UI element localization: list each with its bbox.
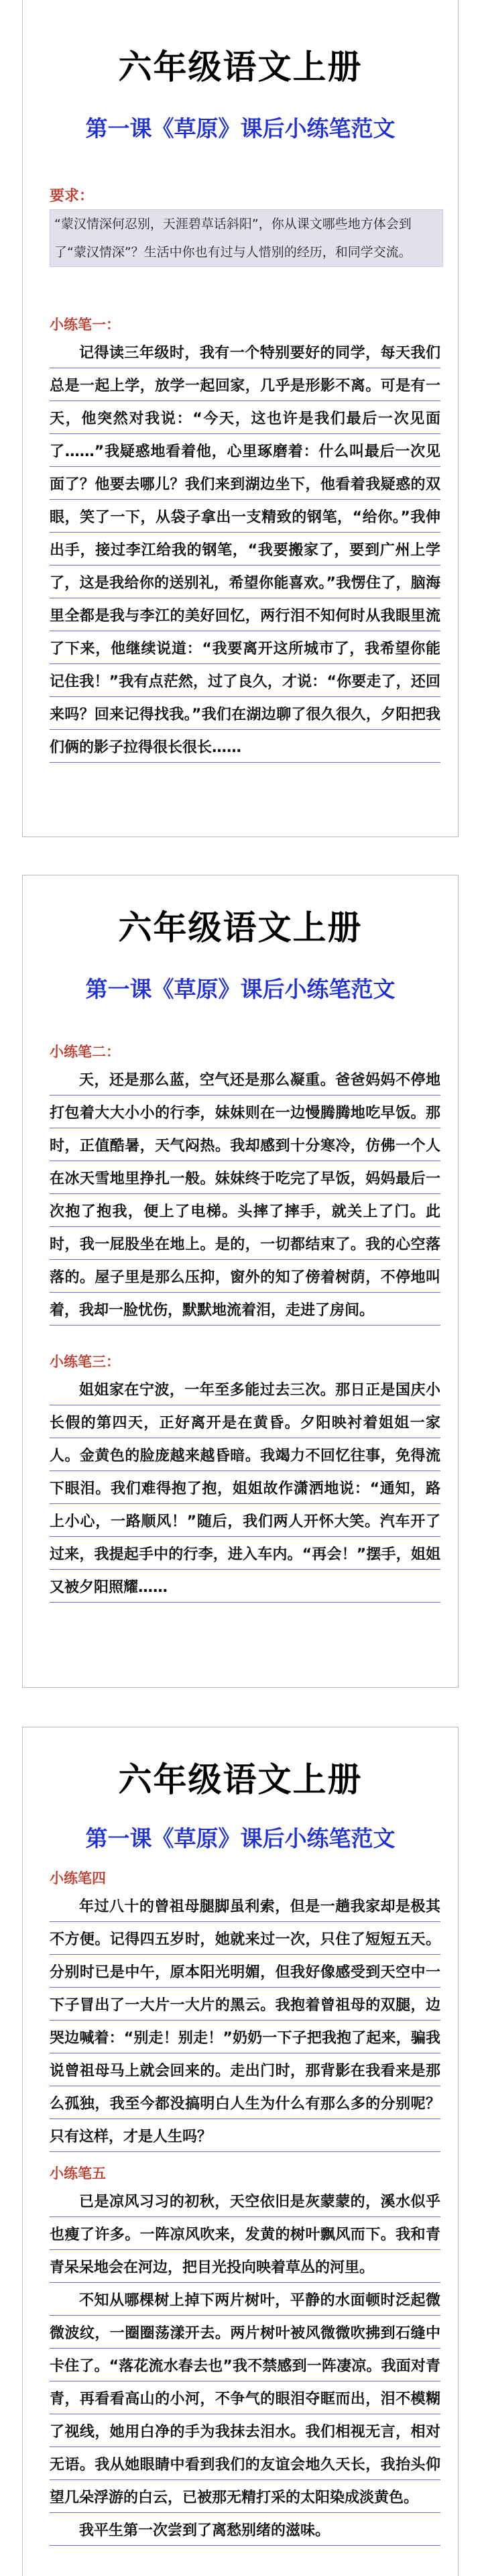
page-title: 六年级语文上册 <box>118 47 363 87</box>
essay-paragraph: 已是凉风习习的初秋，天空依旧是灰蒙蒙的，溪水似乎也瘦了许多。一阵凉风吹来，发黄的树叶飘风而下。我和青青呆呆地会在河边，把目光投向映着草丛的河里。 <box>50 2194 440 2276</box>
page-title: 六年级语文上册 <box>118 908 363 947</box>
essay-paragraph: 我平生第一次尝到了离愁别绪的滋味。 <box>79 2522 330 2539</box>
section-label: 小练笔四 <box>50 1870 106 1886</box>
page-subtitle: 第一课《草原》课后小练笔范文 <box>85 976 396 1002</box>
section-label: 小练笔二： <box>50 1044 120 1060</box>
document-page-1 <box>22 0 459 837</box>
essay-body <box>50 337 440 764</box>
essay-paragraph: 姐姐家在宁波，一年至多能过去三次。那日正是国庆小长假的第四天，正好离开是在黄昏。夕阳映衬着姐姐一家人。金黄色的脸庞越来越昏暗。我竭力不回忆往事，免得流下眼泪。我们难得抱了抱，姐姐故作潇洒地说：“通知，路上小心，一路顺风！”随后，我们两人开怀大笑。汽车开了过来，我提起手中的行李，进入车内。“再会！”摆手，姐姐又被夕阳照耀…… <box>50 1382 440 1596</box>
section-label: 小练笔一： <box>50 317 120 333</box>
page-subtitle: 第一课《草原》课后小练笔范文 <box>85 1825 396 1851</box>
page-subtitle: 第一课《草原》课后小练笔范文 <box>85 115 396 142</box>
requirement-text: “蒙汉情深何忍别，天涯碧草话斜阳”，你从课文哪些地方体会到了“蒙汉情深”？生活中你也有过与人惜别的经历，和同学交流。 <box>54 217 412 260</box>
document-page-3 <box>22 1727 459 2576</box>
requirement-label: 要求： <box>50 188 95 205</box>
essay-body <box>50 2186 440 2547</box>
essay-paragraph: 记得读三年级时，我有一个特别要好的同学，每天我们总是一起上学，放学一起回家，几乎是形影不离。可是有一天，他突然对我说：“今天，这也许是我们最后一次见面了……”我疑惑地看着他，心里琢磨着：什么叫最后一次见面了？他要去哪儿？我们来到湖边坐下，他看着我疑惑的双眼，笑了一下，从袋子拿出一支精致的钢笔，“给你。”我伸出手，接过李江给我的钢笔，“我要搬家了，要到广州上学了，这是我给你的送别礼，希望你能喜欢。”我愣住了，脑海里全都是我与李江的美好回忆，两行泪不知何时从我眼里流了下来，他继续说道：“我要离开这所城市了，我希望你能记住我！”我有点茫然，过了良久，才说：“你要走了，还回来吗？回来记得找我。”我们在湖边聊了很久很久，夕阳把我们俩的影子拉得很长很长…… <box>50 345 440 756</box>
essay-body <box>50 1064 440 1327</box>
section-label: 小练笔五 <box>50 2165 106 2182</box>
essay-paragraph: 年过八十的曾祖母腿脚虽利索，但是一趟我家却是极其不方便。记得四五岁时，她就来过一次，只住了短短五天。分别时已是中午，原本阳光明媚，但我好像感受到天空中一下子冒出了一大片一大片的黑云。我抱着曾祖母的双腿，边哭边喊着：“别走！别走！”奶奶一下子把我抱了起来，骗我说曾祖母马上就会回来的。走出门时，那背影在我看来是那么孤独，我至今都没搞明白人生为什么有那么多的分别呢？只有这样，才是人生吗？ <box>50 1898 440 2145</box>
requirement-box <box>50 209 443 267</box>
essay-body <box>50 1374 440 1604</box>
essay-paragraph: 天，还是那么蓝，空气还是那么凝重。爸爸妈妈不停地打包着大大小小的行李，妹妹则在一边慢腾腾地吃早饭。那时，正值酷暑，天气闷热。我却感到十分寒冷，仿佛一个人在冰天雪地里挣扎一般。妹妹终于吃完了早饭，妈妈最后一次抱了抱我，便上了电梯。头摔了摔手，就关上了门。此时，我一屁股坐在地上。是的，一切都结束了。我的心空落落的。屋子里是那么压抑，窗外的知了傍着树荫，不停地叫着，我却一脸忧伤，默默地流着泪，走进了房间。 <box>50 1072 440 1319</box>
essay-body <box>50 1890 440 2153</box>
section-label: 小练笔三： <box>50 1354 120 1370</box>
essay-paragraph: 不知从哪棵树上掉下两片树叶，平静的水面顿时泛起微微波纹，一圈圈荡漾开去。两片树叶被风微微吹拂到石缝中卡住了。“落花流水春去也”我不禁感到一阵凄凉。我面对青青，再看看高山的小河，不争气的眼泪夺眶而出，泪不模糊了视线，她用白净的手为我抹去泪水。我们相视无言，相对无语。我从她眼睛中看到我们的友谊会地久天长，我抬头仰望几朵浮游的白云，已被那无精打采的太阳染成淡黄色。 <box>50 2292 440 2506</box>
document-page-2 <box>22 875 459 1688</box>
page-title: 六年级语文上册 <box>118 1760 363 1799</box>
